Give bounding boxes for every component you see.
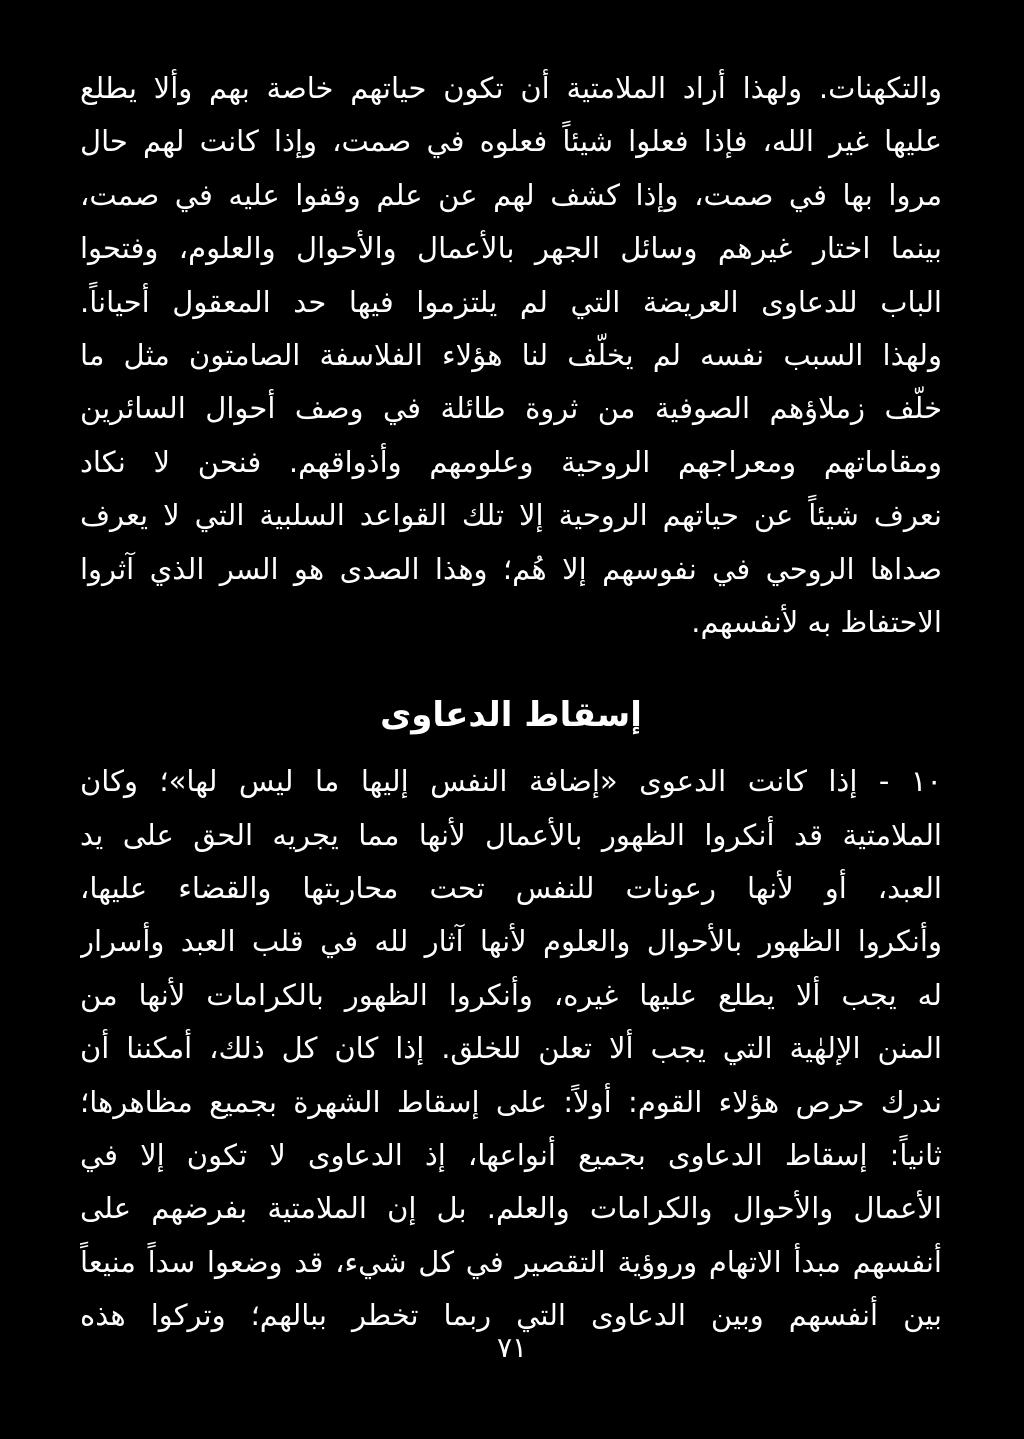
- text-line: بين أنفسهم وبين الدعاوى التي ربما تخطر ببالهم؛ وتركوا هذه: [80, 1298, 942, 1333]
- text-line: بينما اختار غيرهم وسائل الجهر بالأعمال والأحوال والعلوم، وفتحوا: [80, 231, 942, 266]
- text-line: والتكهنات. ولهذا أراد الملامتية أن تكون حياتهم خاصة بهم وألا يطلع: [80, 71, 942, 105]
- text-line: ولهذا السبب نفسه لم يخلّف لنا هؤلاء الفلاسفة الصامتون مثل ما: [80, 337, 942, 372]
- text-line: العبد، أو لأنها رعونات للنفس تحت محاربتها والقضاء عليها،: [80, 871, 942, 906]
- paragraph-2: [80, 755, 942, 1342]
- text-line: صداها الروحي في نفوسهم إلا هُم؛ وهذا الصدى هو السر الذي آثروا: [80, 551, 942, 586]
- paragraph-1: [80, 62, 942, 649]
- text-line: الباب للدعاوى العريضة التي لم يلتزموا فيها حد المعقول أحياناً.: [80, 284, 942, 319]
- text-line: ١٠ - إذا كانت الدعوى «إضافة النفس إليها ما ليس لها»؛ وكان: [80, 764, 942, 799]
- text-line: ومقاماتهم ومعراجهم الروحية وعلومهم وأذواقهم. فنحن لا نكاد: [80, 444, 942, 479]
- section-heading: إسقاط الدعاوى: [380, 695, 642, 736]
- text-line: عليها غير الله، فإذا فعلوا شيئاً فعلوه في صمت، وإذا كانت لهم حال: [80, 124, 942, 159]
- text-line: المنن الإلهٰية التي يجب ألا تعلن للخلق. إذا كان كل ذلك، أمكننا أن: [80, 1031, 942, 1066]
- text-line: نعرف شيئاً عن حياتهم الروحية إلا تلك القواعد السلبية التي لا يعرف: [80, 498, 942, 533]
- page-number: ٧١: [496, 1331, 528, 1364]
- text-line: الأعمال والأحوال والكرامات والعلم. بل إن الملامتية بفرضهم على: [80, 1191, 942, 1226]
- page-body: [80, 62, 942, 1343]
- text-line: خلّف زملاؤهم الصوفية من ثروة طائلة في وصف أحوال السائرين: [80, 391, 942, 426]
- text-line: ثانياً: إسقاط الدعاوى بجميع أنواعها، إذ الدعاوى لا تكون إلا في: [80, 1138, 942, 1173]
- text-line: مروا بها في صمت، وإذا كشف لهم عن علم وقفوا عليه في صمت،: [80, 177, 942, 212]
- text-line: له يجب ألا يطلع عليها غيره، وأنكروا الظهور بالكرامات لأنها من: [80, 977, 942, 1012]
- text-line: وأنكروا الظهور بالأحوال والعلوم لأنها آثار لله في قلب العبد وأسرار: [80, 924, 942, 959]
- text-line: الملامتية قد أنكروا الظهور بالأعمال لأنها مما يجريه الحق على يد: [80, 817, 942, 852]
- text-line: الاحتفاظ به لأنفسهم.: [691, 604, 942, 639]
- text-line: أنفسهم مبدأ الاتهام وروؤية التقصير في كل شيء، قد وضعوا سداً منيعاً: [80, 1244, 942, 1279]
- text-line: ندرك حرص هؤلاء القوم: أولاً: على إسقاط الشهرة بجميع مظاهرها؛: [80, 1084, 942, 1119]
